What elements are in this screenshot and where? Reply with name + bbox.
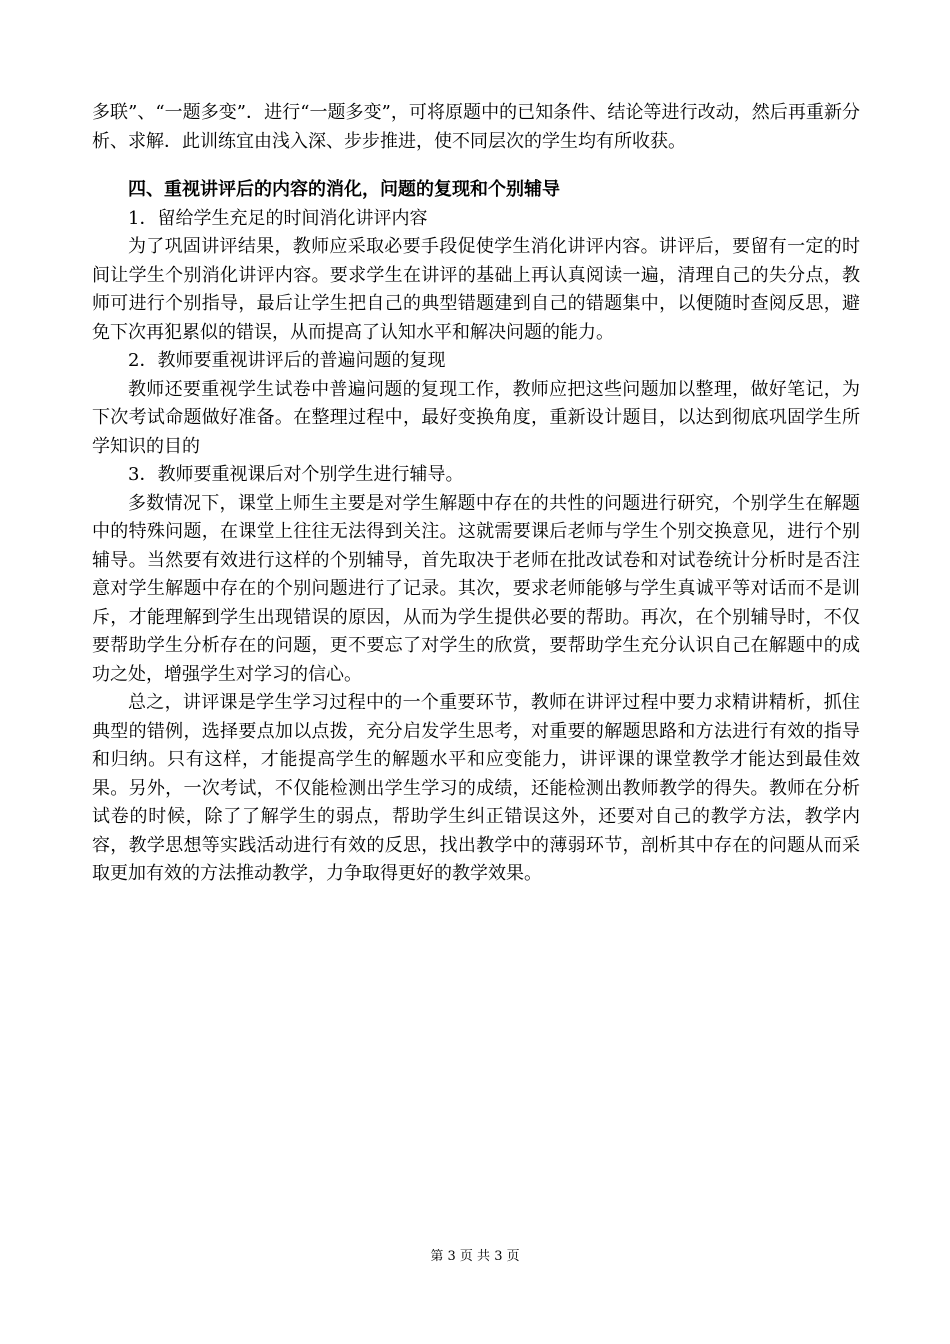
- subsection-1-body: 为了巩固讲评结果，教师应采取必要手段促使学生消化讲评内容。讲评后，要留有一定的时间让学生个别消化讲评内容。要求学生在讲评的基础上再认真阅读一遍，清理自己的失分点，教师可进行个别指导，最后让学生把自己的典型错题建到自己的错题集中，以便随时查阅反思，避免下次再犯累似的错误，从而提高了认知水平和解决问题的能力。: [92, 236, 860, 343]
- subsection-3-title: 3．教师要重视课后对个别学生进行辅导。: [128, 464, 464, 485]
- conclusion-paragraph: 总之，讲评课是学生学习过程中的一个重要环节，教师在讲评过程中要力求精讲精析，抓住典型的错例，选择要点加以点拨，充分启发学生思考，对重要的解题思路和方法进行有效的指导和归纳。只有这样，才能提高学生的解题水平和应变能力，讲评课的课堂教学才能达到最佳效果。另外，一次考试，不仅能检测出学生学习的成绩，还能检测出教师教学的得失。教师在分析试卷的时候，除了了解学生的弱点，帮助学生纠正错误这外，还要对自己的教学方法，教学内容，教学思想等实践活动进行有效的反思，找出教学中的薄弱环节，剖析其中存在的问题从而采取更加有效的方法推动教学，力争取得更好的教学效果。: [92, 692, 860, 884]
- document-body: [92, 99, 860, 889]
- page-footer: [0, 1248, 950, 1266]
- page-number-label: 第 3 页 共 3 页: [430, 1249, 520, 1264]
- subsection-2-body: 教师还要重视学生试卷中普遍问题的复现工作，教师应把这些问题加以整理，做好笔记，为下次考试命题做好准备。在整理过程中，最好变换角度，重新设计题目，以达到彻底巩固学生所学知识的目的: [92, 378, 860, 457]
- section-heading: 四、重视讲评后的内容的消化，问题的复现和个别辅导: [128, 179, 560, 200]
- subsection-2-title: 2．教师要重视讲评后的普遍问题的复现: [128, 350, 446, 371]
- subsection-3-body: 多数情况下，课堂上师生主要是对学生解题中存在的共性的问题进行研究，个别学生在解题中的特殊问题，在课堂上往往无法得到关注。这就需要课后老师与学生个别交换意见，进行个别辅导。当然要有效进行这样的个别辅导，首先取决于老师在批改试卷和对试卷统计分析时是否注意对学生解题中存在的个别问题进行了记录。其次，要求老师能够与学生真诚平等对话而不是训斥，才能理解到学生出现错误的原因，从而为学生提供必要的帮助。再次，在个别辅导时，不仅要帮助学生分析存在的问题，更不要忘了对学生的欣赏，要帮助学生充分认识自己在解题中的成功之处，增强学生对学习的信心。: [92, 492, 860, 685]
- intro-continuation-paragraph: 多联”、“一题多变”．进行“一题多变”，可将原题中的已知条件、结论等进行改动，然后再重新分析、求解．此训练宜由浅入深、步步推进，使不同层次的学生均有所收获。: [92, 102, 860, 152]
- subsection-1-title: 1．留给学生充足的时间消化讲评内容: [128, 207, 428, 229]
